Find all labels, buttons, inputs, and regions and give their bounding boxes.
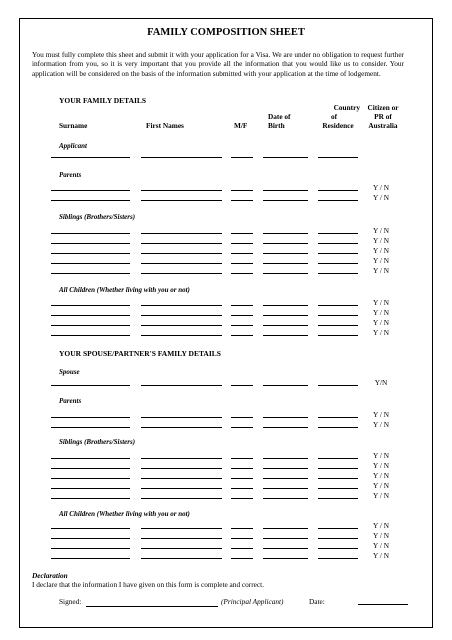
entry-line[interactable] bbox=[141, 478, 222, 479]
entry-line[interactable] bbox=[231, 488, 253, 489]
entry-line[interactable] bbox=[231, 385, 253, 386]
entry-line[interactable] bbox=[318, 253, 358, 254]
citizen-yn-option[interactable]: Y / N bbox=[373, 256, 389, 265]
entry-line[interactable] bbox=[141, 273, 222, 274]
citizen-yn-option[interactable]: Y / N bbox=[373, 236, 389, 245]
entry-line[interactable] bbox=[263, 478, 308, 479]
entry-line[interactable] bbox=[231, 468, 253, 469]
entry-line[interactable] bbox=[263, 458, 308, 459]
entry-line[interactable] bbox=[263, 335, 308, 336]
col-country-1: Country bbox=[333, 103, 360, 112]
entry-line[interactable] bbox=[231, 458, 253, 459]
entry-line[interactable] bbox=[263, 417, 308, 418]
entry-line[interactable] bbox=[141, 335, 222, 336]
entry-line[interactable] bbox=[141, 558, 222, 559]
citizen-yn-option[interactable]: Y / N bbox=[373, 246, 389, 255]
label-parents: Parents bbox=[59, 171, 82, 179]
entry-line[interactable] bbox=[51, 548, 130, 549]
col-country-2: of bbox=[330, 112, 338, 121]
entry-line[interactable] bbox=[51, 417, 130, 418]
entry-line[interactable] bbox=[51, 273, 130, 274]
citizen-yn-option[interactable]: Y / N bbox=[373, 318, 389, 327]
entry-line[interactable] bbox=[51, 478, 130, 479]
col-dob-2: Birth bbox=[268, 121, 285, 130]
entry-line[interactable] bbox=[318, 468, 358, 469]
entry-line[interactable] bbox=[231, 315, 253, 316]
entry-line[interactable] bbox=[141, 528, 222, 529]
entry-line[interactable] bbox=[141, 417, 222, 418]
entry-line[interactable] bbox=[263, 157, 308, 158]
entry-line[interactable] bbox=[231, 548, 253, 549]
entry-line[interactable] bbox=[141, 427, 222, 428]
entry-line[interactable] bbox=[231, 190, 253, 191]
entry-line[interactable] bbox=[51, 325, 130, 326]
entry-line[interactable] bbox=[141, 468, 222, 469]
entry-line[interactable] bbox=[263, 558, 308, 559]
entry-line[interactable] bbox=[231, 200, 253, 201]
entry-line[interactable] bbox=[263, 253, 308, 254]
entry-line[interactable] bbox=[318, 243, 358, 244]
entry-line[interactable] bbox=[141, 548, 222, 549]
signed-label: Signed: bbox=[59, 597, 82, 606]
citizen-yn-option[interactable]: Y / N bbox=[373, 471, 389, 480]
entry-line[interactable] bbox=[141, 458, 222, 459]
col-first-names: First Names bbox=[146, 121, 184, 130]
entry-line[interactable] bbox=[318, 325, 358, 326]
entry-line[interactable] bbox=[318, 335, 358, 336]
entry-line[interactable] bbox=[231, 558, 253, 559]
entry-line[interactable] bbox=[141, 190, 222, 191]
entry-line[interactable] bbox=[263, 190, 308, 191]
entry-line[interactable] bbox=[51, 263, 130, 264]
entry-line[interactable] bbox=[51, 190, 130, 191]
entry-line[interactable] bbox=[318, 488, 358, 489]
col-mf: M/F bbox=[234, 121, 248, 130]
entry-line[interactable] bbox=[318, 498, 358, 499]
entry-line[interactable] bbox=[263, 315, 308, 316]
citizen-yn-option[interactable]: Y / N bbox=[373, 461, 389, 470]
date-label: Date: bbox=[309, 597, 325, 606]
citizen-yn-option[interactable]: Y / N bbox=[373, 521, 389, 530]
entry-line[interactable] bbox=[51, 458, 130, 459]
entry-line[interactable] bbox=[231, 305, 253, 306]
entry-line[interactable] bbox=[51, 427, 130, 428]
entry-line[interactable] bbox=[51, 528, 130, 529]
entry-line[interactable] bbox=[263, 325, 308, 326]
date-line[interactable] bbox=[358, 604, 408, 605]
entry-line[interactable] bbox=[141, 200, 222, 201]
entry-line[interactable] bbox=[141, 488, 222, 489]
entry-line[interactable] bbox=[231, 243, 253, 244]
entry-line[interactable] bbox=[141, 157, 222, 158]
citizen-yn-option[interactable]: Y / N bbox=[373, 308, 389, 317]
entry-line[interactable] bbox=[263, 200, 308, 201]
entry-line[interactable] bbox=[231, 335, 253, 336]
citizen-yn-option[interactable]: Y / N bbox=[373, 491, 389, 500]
entry-line[interactable] bbox=[318, 233, 358, 234]
entry-line[interactable] bbox=[141, 243, 222, 244]
entry-line[interactable] bbox=[263, 385, 308, 386]
citizen-yn-option[interactable]: Y / N bbox=[373, 420, 389, 429]
entry-line[interactable] bbox=[263, 233, 308, 234]
entry-line[interactable] bbox=[231, 325, 253, 326]
entry-line[interactable] bbox=[318, 458, 358, 459]
entry-line[interactable] bbox=[318, 190, 358, 191]
entry-line[interactable] bbox=[231, 538, 253, 539]
entry-line[interactable] bbox=[318, 305, 358, 306]
citizen-yn-option[interactable]: Y / N bbox=[373, 531, 389, 540]
declaration-text: I declare that the information I have given on this form is complete and correct. bbox=[32, 580, 264, 589]
entry-line[interactable] bbox=[318, 263, 358, 264]
col-dob-1: Date of bbox=[268, 112, 291, 121]
form-title: FAMILY COMPOSITION SHEET bbox=[147, 27, 305, 38]
entry-line[interactable] bbox=[141, 385, 222, 386]
col-country-3: Residence bbox=[322, 121, 354, 130]
label-children: All Children (Whether living with you or not) bbox=[59, 286, 190, 294]
entry-line[interactable] bbox=[263, 243, 308, 244]
citizen-yn-option[interactable]: Y / N bbox=[373, 328, 389, 337]
citizen-yn-option[interactable]: Y / N bbox=[373, 481, 389, 490]
entry-line[interactable] bbox=[51, 200, 130, 201]
entry-line[interactable] bbox=[318, 273, 358, 274]
entry-line[interactable] bbox=[51, 253, 130, 254]
citizen-yn-option[interactable]: Y / N bbox=[373, 183, 389, 192]
entry-line[interactable] bbox=[318, 200, 358, 201]
entry-line[interactable] bbox=[263, 488, 308, 489]
entry-line[interactable] bbox=[263, 548, 308, 549]
citizen-yn-option[interactable]: Y / N bbox=[373, 451, 389, 460]
entry-line[interactable] bbox=[231, 498, 253, 499]
entry-line[interactable] bbox=[51, 385, 130, 386]
citizen-yn-option[interactable]: Y / N bbox=[373, 266, 389, 275]
entry-line[interactable] bbox=[263, 305, 308, 306]
col-citizen-2: PR of bbox=[374, 112, 392, 121]
citizen-yn-option[interactable]: Y / N bbox=[373, 193, 389, 202]
entry-line[interactable] bbox=[318, 417, 358, 418]
entry-line[interactable] bbox=[318, 548, 358, 549]
entry-line[interactable] bbox=[51, 305, 130, 306]
entry-line[interactable] bbox=[51, 315, 130, 316]
entry-line[interactable] bbox=[231, 273, 253, 274]
entry-line[interactable] bbox=[141, 305, 222, 306]
citizen-yn-option[interactable]: Y / N bbox=[373, 551, 389, 560]
entry-line[interactable] bbox=[51, 538, 130, 539]
entry-line[interactable] bbox=[263, 498, 308, 499]
label-spouse-children: All Children (Whether living with you or not) bbox=[59, 510, 190, 518]
label-spouse-siblings: Siblings (Brothers/Sisters) bbox=[59, 438, 136, 446]
citizen-yn-option[interactable]: Y / N bbox=[373, 226, 389, 235]
entry-line[interactable] bbox=[231, 263, 253, 264]
col-surname: Surname bbox=[59, 121, 88, 130]
entry-line[interactable] bbox=[51, 233, 130, 234]
entry-line[interactable] bbox=[318, 315, 358, 316]
entry-line[interactable] bbox=[318, 427, 358, 428]
entry-line[interactable] bbox=[51, 335, 130, 336]
spouse-section-heading: YOUR SPOUSE/PARTNER'S FAMILY DETAILS bbox=[59, 349, 221, 358]
entry-line[interactable] bbox=[318, 528, 358, 529]
entry-line[interactable] bbox=[141, 325, 222, 326]
entry-line[interactable] bbox=[141, 315, 222, 316]
label-spouse: Spouse bbox=[59, 368, 80, 376]
entry-line[interactable] bbox=[51, 498, 130, 499]
signature-line[interactable] bbox=[86, 606, 218, 607]
entry-line[interactable] bbox=[263, 468, 308, 469]
entry-line[interactable] bbox=[318, 385, 358, 386]
entry-line[interactable] bbox=[231, 417, 253, 418]
entry-line[interactable] bbox=[263, 263, 308, 264]
declaration-title: Declaration bbox=[32, 571, 68, 580]
entry-line[interactable] bbox=[231, 427, 253, 428]
citizen-yn-option[interactable]: Y / N bbox=[373, 541, 389, 550]
entry-line[interactable] bbox=[141, 538, 222, 539]
entry-line[interactable] bbox=[141, 498, 222, 499]
label-applicant: Applicant bbox=[59, 142, 88, 150]
citizen-yn-option[interactable]: Y / N bbox=[373, 298, 389, 307]
entry-line[interactable] bbox=[318, 478, 358, 479]
citizen-yn-option[interactable]: Y/N bbox=[374, 378, 388, 387]
entry-line[interactable] bbox=[141, 253, 222, 254]
entry-line[interactable] bbox=[263, 427, 308, 428]
intro-paragraph: You must fully complete this sheet and submit it with your application for a Visa. We are under no obligation to request further information from you, so it is very important that you provide all the information that you would like us to consider. Your application will be considered on the basis of the information submitted with your application at the time of lodgement. bbox=[32, 50, 404, 78]
col-citizen-1: Citizen or bbox=[367, 103, 399, 112]
entry-line[interactable] bbox=[51, 243, 130, 244]
entry-line[interactable] bbox=[231, 478, 253, 479]
label-siblings: Siblings (Brothers/Sisters) bbox=[59, 213, 136, 221]
entry-line[interactable] bbox=[231, 528, 253, 529]
citizen-yn-option[interactable]: Y / N bbox=[373, 410, 389, 419]
principal-applicant-label: (Principal Applicant) bbox=[221, 597, 284, 606]
entry-line[interactable] bbox=[318, 157, 358, 158]
entry-line[interactable] bbox=[51, 468, 130, 469]
entry-line[interactable] bbox=[263, 538, 308, 539]
entry-line[interactable] bbox=[51, 488, 130, 489]
entry-line[interactable] bbox=[231, 253, 253, 254]
entry-line[interactable] bbox=[231, 233, 253, 234]
entry-line[interactable] bbox=[263, 273, 308, 274]
entry-line[interactable] bbox=[141, 233, 222, 234]
entry-line[interactable] bbox=[51, 558, 130, 559]
entry-line[interactable] bbox=[318, 538, 358, 539]
entry-line[interactable] bbox=[141, 263, 222, 264]
col-citizen-3: Australia bbox=[368, 121, 398, 130]
entry-line[interactable] bbox=[231, 157, 253, 158]
entry-line[interactable] bbox=[318, 558, 358, 559]
family-section-heading: YOUR FAMILY DETAILS bbox=[59, 96, 147, 105]
entry-line[interactable] bbox=[263, 528, 308, 529]
entry-line[interactable] bbox=[51, 157, 130, 158]
label-spouse-parents: Parents bbox=[59, 397, 82, 405]
